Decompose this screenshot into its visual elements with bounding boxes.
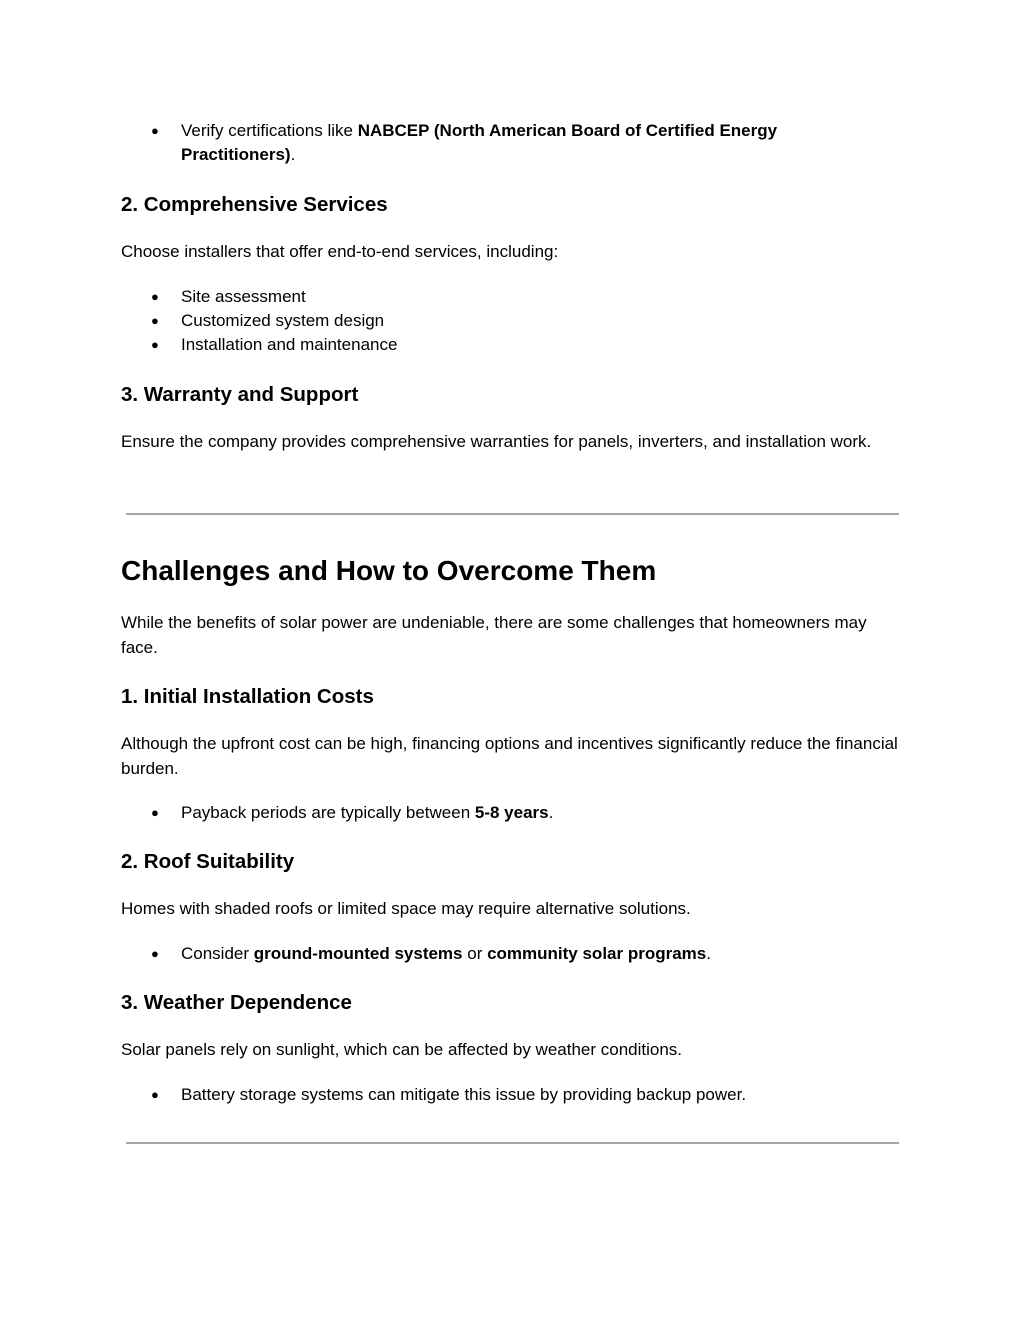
bullet-icon: ● bbox=[151, 289, 159, 304]
section-heading: 1. Initial Installation Costs bbox=[121, 685, 374, 708]
section-heading: 2. Comprehensive Services bbox=[121, 193, 388, 216]
horizontal-divider bbox=[126, 513, 899, 515]
section-heading: 3. Weather Dependence bbox=[121, 991, 352, 1014]
bullet-icon: ● bbox=[151, 337, 159, 352]
page-section-title: Challenges and How to Overcome Them bbox=[121, 555, 657, 586]
certification-bold: NABCEP (North American Board of Certified Energy Practitioners) bbox=[181, 121, 778, 164]
paragraph: Ensure the company provides comprehensive warranties for panels, inverters, and installation work. bbox=[121, 432, 872, 451]
section-heading: 3. Warranty and Support bbox=[121, 383, 359, 406]
paragraph: Homes with shaded roofs or limited space may require alternative solutions. bbox=[121, 899, 691, 918]
section-heading: 2. Roof Suitability bbox=[121, 850, 295, 873]
paragraph: Although the upfront cost can be high, financing options and incentives significantly reduce the financial burden. bbox=[121, 734, 898, 778]
horizontal-divider bbox=[126, 1142, 899, 1144]
bullet-icon: ● bbox=[151, 805, 159, 820]
bullet-icon: ● bbox=[151, 1087, 159, 1102]
certification-text: Verify certifications like NABCEP (North American Board of Certified Energy Practitioners). bbox=[181, 121, 778, 164]
bullet-icon: ● bbox=[151, 946, 159, 961]
paragraph: Choose installers that offer end-to-end services, including: bbox=[121, 242, 559, 261]
bullet-icon: ● bbox=[151, 313, 159, 328]
paragraph: Solar panels rely on sunlight, which can be affected by weather conditions. bbox=[121, 1040, 683, 1059]
paragraph: While the benefits of solar power are undeniable, there are some challenges that homeowners may face. bbox=[121, 613, 867, 657]
bullet-icon: ● bbox=[151, 123, 159, 138]
